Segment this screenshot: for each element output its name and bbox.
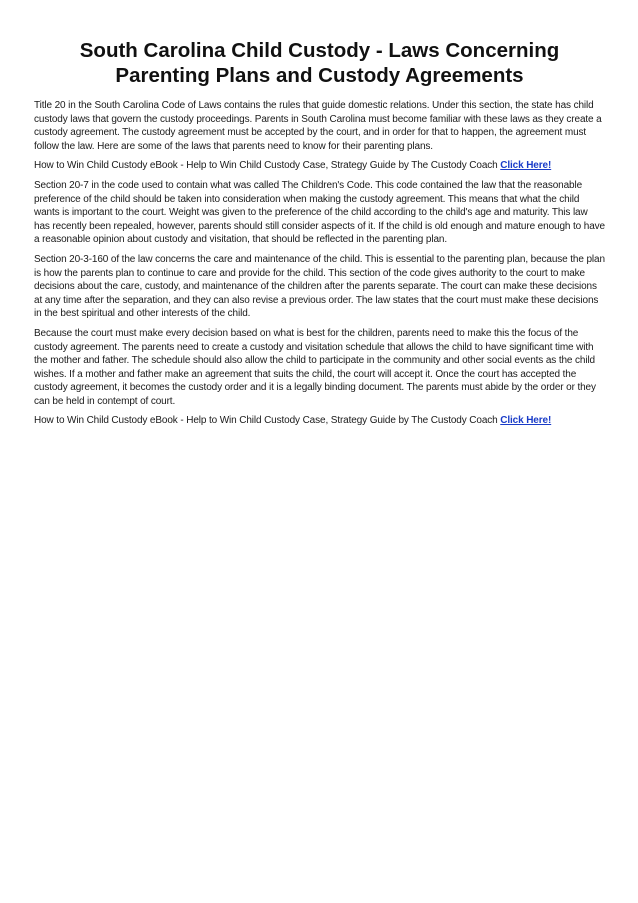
paragraph-section-20-7: Section 20-7 in the code used to contain what was called The Children's Code. This code contained the law that the reasonable preference of the child should be taken into consideration when making the custody agreement. This means that what the child wants is important to the court. Weight was given to the preference of the child according to the child's age and maturity. This law has recently been repealed, however, parents should still consider aspects of it. If the child is old enough and mature enough to have a reasonable opinion about custody and visitation, that should be reflected in the parenting plan. (34, 179, 605, 246)
paragraph-section-20-3-160: Section 20-3-160 of the law concerns the care and maintenance of the child. This is essential to the parenting plan, because the plan is how the parents plan to continue to care and provide for the child. This section of the code gives authority to the court to make decisions about the care, custody, and maintenance of the children after the parents separate. The court can make these decisions at any time after the separation, and they can also revise a previous order. The law states that the court must make these decisions in the best spiritual and other interests of the child. (34, 253, 605, 320)
promo-line (34, 159, 605, 173)
promo-line (34, 414, 605, 428)
click-here-link[interactable]: Click Here! (500, 415, 552, 427)
promo-text: How to Win Child Custody eBook - Help to Win Child Custody Case, Strategy Guide by The Custody Coach (34, 160, 501, 172)
promo-text: How to Win Child Custody eBook - Help to Win Child Custody Case, Strategy Guide by The Custody Coach (34, 415, 501, 427)
paragraph-best-interests: Because the court must make every decision based on what is best for the children, parents need to make this the focus of the custody agreement. The parents need to create a custody and visitation schedule that allows the child to have significant time with the mother and father. The schedule should also allow the child to participate in the community and other social events as the child wishes. If a mother and father make an agreement that suits the child, the court will accept it. Once the court has accepted the custody agreement, it becomes the custody order and it is a legally binding document. The parents must abide by the order or they can be held in contempt of court. (34, 327, 596, 407)
document-title: South Carolina Child Custody - Laws Concerning Parenting Plans and Custody Agreements (79, 39, 560, 87)
click-here-link[interactable]: Click Here! (500, 160, 552, 172)
paragraph-title-20: Title 20 in the South Carolina Code of Laws contains the rules that guide domestic relations. Under this section, the state has child custody laws that govern the custody proceedings. Parents in South Carolina must become familiar with these laws as they create a custody agreement. The custody agreement must be accepted by the court, and in order for that to happen, the agreement must follow the law. Here are some of the laws that parents need to know for their parenting plans. (34, 100, 602, 152)
